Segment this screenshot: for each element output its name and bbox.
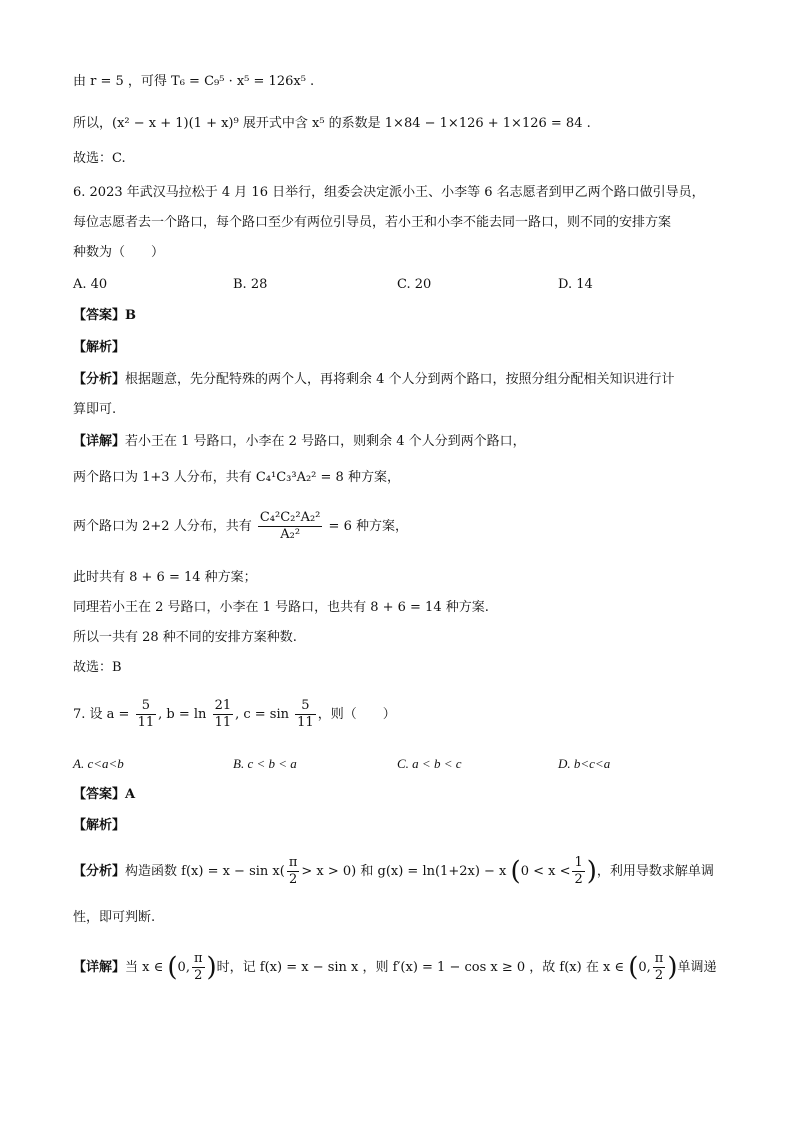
q6-answer: 【答案】B <box>73 308 136 323</box>
q7-pre: 7. 设 a = <box>73 707 130 722</box>
q6-detail-text: 若小王在 1 号路口，小李在 2 号路口，则剩余 4 个人分到两个路口， <box>125 434 526 449</box>
q7-analysis-half-den: 2 <box>574 872 583 887</box>
q7-option-a: A. c<a<b <box>73 756 124 771</box>
question-6-stem-1: 6. 2023 年武汉马拉松于 4 月 16 日举行，组委会决定派小王、小李等 6 名志愿者到甲乙两个路口做引导员， <box>73 185 705 200</box>
q7-a-num: 5 <box>136 698 157 715</box>
q7-detail-c: 时，记 f(x) = x − sin x ，则 f′(x) = 1 − cos x ≥ 0 ，故 f(x) 在 x ∈ <box>216 960 625 975</box>
q6-detail-3-post: = 6 种方案， <box>328 519 408 534</box>
q7-jiexi-heading: 【解析】 <box>73 818 126 833</box>
text-line-coefficient: 所以，(x² − x + 1)(1 + x)⁹ 展开式中含 x⁵ 的系数是 1×84 − 1×126 + 1×126 = 84 . <box>73 116 591 131</box>
q6-detail-line-2: 两个路口为 1+3 人分布，共有 C₄¹C₃³A₂² = 8 种方案， <box>73 470 400 485</box>
q7-detail-paren-close-1: ) <box>206 952 217 983</box>
q6-analysis-text: 根据题意，先分配特殊的两个人，再将剩余 4 个人分到两个路口，按照分组分配相关知识进行计 <box>125 372 675 387</box>
q7-detail-d: 0, <box>638 960 651 975</box>
q7-c-num: 5 <box>295 698 316 715</box>
q7-analysis-d: ，利用导数求解单调 <box>596 864 714 879</box>
q7-detail-paren-open-1: ( <box>167 952 178 983</box>
q7-analysis-paren-open: ( <box>510 856 521 887</box>
q7-b-num: 21 <box>214 698 232 713</box>
q6-detail-line-5: 同理若小王在 2 号路口，小李在 1 号路口，也共有 8 + 6 = 14 种方案. <box>73 600 489 615</box>
q7-detail-pi-den-2: 2 <box>654 968 664 983</box>
q7-analysis-tag: 【分析】 <box>73 864 126 879</box>
q6-option-a: A. 40 <box>73 277 108 292</box>
q7-c-den: 11 <box>297 715 314 730</box>
q7-analysis-pi-fraction <box>287 855 300 888</box>
q7-analysis-pi-den: 2 <box>288 872 298 887</box>
q7-detail-a: 当 x ∈ <box>125 960 164 975</box>
q7-analysis-a: 构造函数 f(x) = x − sin x( <box>125 864 285 879</box>
q7-detail-b: 0, <box>177 960 190 975</box>
q7-c-pre: , c = sin <box>235 707 290 722</box>
q7-analysis-line-1 <box>73 854 714 890</box>
question-6-stem-3: 种数为（ ） <box>73 245 165 260</box>
text-line-derivation: 由 r = 5 ，可得 T₆ = C₉⁵ · x⁵ = 126x⁵ . <box>73 74 315 89</box>
q7-detail-line-1 <box>73 950 716 986</box>
q7-option-d: D. b<c<a <box>558 756 611 771</box>
q6-fraction-den: A₂² <box>280 527 301 542</box>
q6-option-c: C. 20 <box>397 277 432 292</box>
q6-detail-3-pre: 两个路口为 2+2 人分布，共有 <box>73 519 252 534</box>
q7-a-fraction <box>136 698 157 731</box>
text-line-choice-c: 故选：C. <box>73 151 126 166</box>
q7-option-b: B. c < b < a <box>233 756 297 771</box>
q7-b-pre: , b = ln <box>158 707 207 722</box>
q7-analysis-line-2: 性，即可判断. <box>73 910 156 925</box>
q7-analysis-paren-close: ) <box>586 856 597 887</box>
q7-detail-e: 单调递 <box>677 960 717 975</box>
q6-detail-line-6: 所以一共有 28 种不同的安排方案种数. <box>73 630 297 645</box>
q7-detail-paren-open-2: ( <box>628 952 639 983</box>
q7-option-c: C. a < b < c <box>397 756 462 771</box>
q6-analysis-line-2: 算即可. <box>73 402 117 417</box>
q6-detail-line-4: 此时共有 8 + 6 = 14 种方案； <box>73 570 257 585</box>
q7-a-den: 11 <box>137 715 155 730</box>
question-7-stem <box>73 698 396 732</box>
q6-option-d: D. 14 <box>558 277 593 292</box>
q6-option-b: B. 28 <box>233 277 268 292</box>
q7-detail-pi-fraction-1 <box>192 951 205 984</box>
q6-fraction <box>258 510 323 543</box>
q6-detail-line-7: 故选：B <box>73 660 122 675</box>
q7-analysis-pi-num: π <box>288 855 298 870</box>
q6-analysis-tag: 【分析】 <box>73 372 126 387</box>
q6-fraction-num: C₄²C₂²A₂² <box>259 510 321 525</box>
q6-detail-tag: 【详解】 <box>73 434 126 449</box>
q6-analysis-line-1 <box>73 370 675 390</box>
q7-b-den: 11 <box>214 715 232 730</box>
q7-post: ，则（ ） <box>317 707 396 722</box>
q7-analysis-b: > x > 0) 和 g(x) = ln(1+2x) − x <box>301 864 507 879</box>
q7-analysis-half-fraction <box>572 855 584 888</box>
question-6-stem-2: 每位志愿者去一个路口，每个路口至少有两位引导员，若小王和小李不能去同一路口，则不同的安排方案 <box>73 215 672 230</box>
q7-detail-pi-num-2: π <box>654 951 664 966</box>
q7-analysis-half-num: 1 <box>574 855 583 870</box>
q7-detail-pi-fraction-2 <box>653 951 666 984</box>
q7-detail-pi-num-1: π <box>193 951 203 966</box>
q7-detail-pi-den-1: 2 <box>194 968 203 983</box>
q7-detail-paren-close-2: ) <box>667 952 678 983</box>
q6-jiexi-heading: 【解析】 <box>73 340 126 355</box>
q7-analysis-c: 0 < x < <box>520 864 571 879</box>
q6-detail-line-3 <box>73 510 408 544</box>
q7-c-fraction <box>295 698 316 731</box>
q7-detail-tag: 【详解】 <box>73 960 126 975</box>
q7-b-fraction <box>213 698 234 731</box>
q7-answer: 【答案】A <box>73 787 136 802</box>
q6-detail-line-1 <box>73 432 526 452</box>
